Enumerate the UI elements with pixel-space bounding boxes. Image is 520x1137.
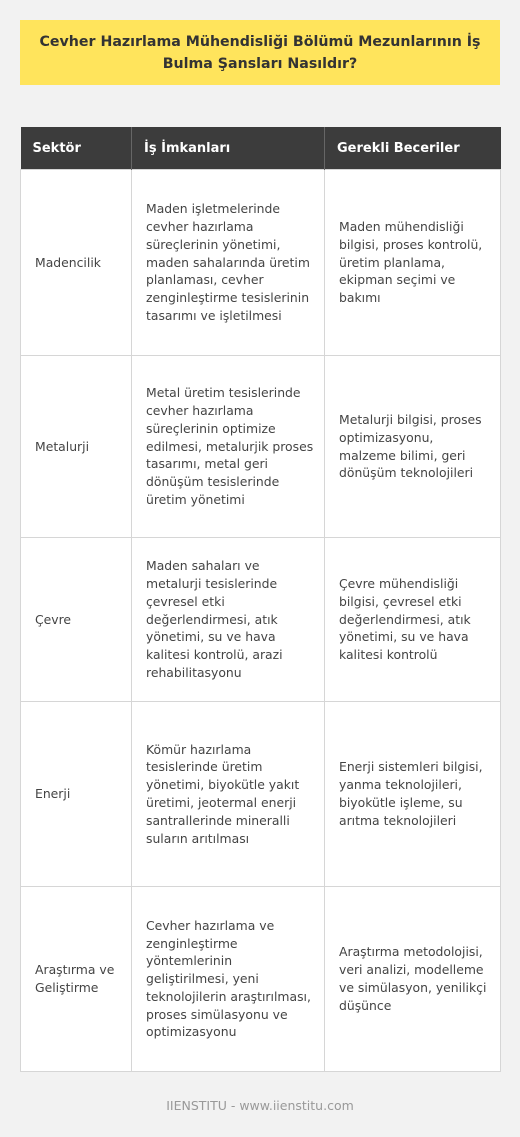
table-row <box>21 538 501 702</box>
footer-credit: IIENSTITU - www.iienstitu.com <box>166 1098 354 1113</box>
cell-jobs: Kömür hazırlama tesislerinde üretim yönetimi, biyokütle yakıt üretimi, jeotermal enerji santrallerinde mineralli suların arıtılması <box>132 702 325 887</box>
cell-skills: Araştırma metodolojisi, veri analizi, modelleme ve simülasyon, yenilikçi düşünce <box>325 887 501 1072</box>
cell-skills: Metalurji bilgisi, proses optimizasyonu, malzeme bilimi, geri dönüşüm teknolojileri <box>325 356 501 538</box>
table-row <box>21 170 501 356</box>
page-title: Cevher Hazırlama Mühendisliği Bölümü Mezunlarının İş Bulma Şansları Nasıldır? <box>39 33 481 72</box>
cell-jobs: Cevher hazırlama ve zenginleştirme yöntemlerinin geliştirilmesi, yeni teknolojilerin araştırılması, proses simülasyonu ve optimizasyonu <box>132 887 325 1072</box>
table-header-row <box>21 127 501 170</box>
header-sector: Sektör <box>21 127 132 170</box>
cell-jobs: Maden sahaları ve metalurji tesislerinde çevresel etki değerlendirmesi, atık yönetimi, su ve hava kalitesi kontrolü, arazi rehabilitasyonu <box>132 538 325 702</box>
cell-sector: Araştırma ve Geliştirme <box>21 887 132 1072</box>
cell-sector: Enerji <box>21 702 132 887</box>
cell-skills: Maden mühendisliği bilgisi, proses kontrolü, üretim planlama, ekipman seçimi ve bakımı <box>325 170 501 356</box>
header-skills: Gerekli Beceriler <box>325 127 501 170</box>
cell-skills: Çevre mühendisliği bilgisi, çevresel etki değerlendirmesi, atık yönetimi, su ve hava kalitesi kontrolü <box>325 538 501 702</box>
cell-jobs: Maden işletmelerinde cevher hazırlama süreçlerinin yönetimi, maden sahalarında üretim planlaması, cevher zenginleştirme tesislerinin tasarımı ve işletilmesi <box>132 170 325 356</box>
cell-sector: Metalurji <box>21 356 132 538</box>
careers-table <box>20 127 501 1072</box>
title-banner <box>20 20 500 85</box>
table-row <box>21 356 501 538</box>
cell-sector: Çevre <box>21 538 132 702</box>
table-row <box>21 887 501 1072</box>
table-row <box>21 702 501 887</box>
cell-sector: Madencilik <box>21 170 132 356</box>
cell-skills: Enerji sistemleri bilgisi, yanma teknolojileri, biyokütle işleme, su arıtma teknolojileri <box>325 702 501 887</box>
cell-jobs: Metal üretim tesislerinde cevher hazırlama süreçlerinin optimize edilmesi, metalurjik proses tasarımı, metal geri dönüşüm tesislerinde üretim yönetimi <box>132 356 325 538</box>
header-jobs: İş İmkanları <box>132 127 325 170</box>
